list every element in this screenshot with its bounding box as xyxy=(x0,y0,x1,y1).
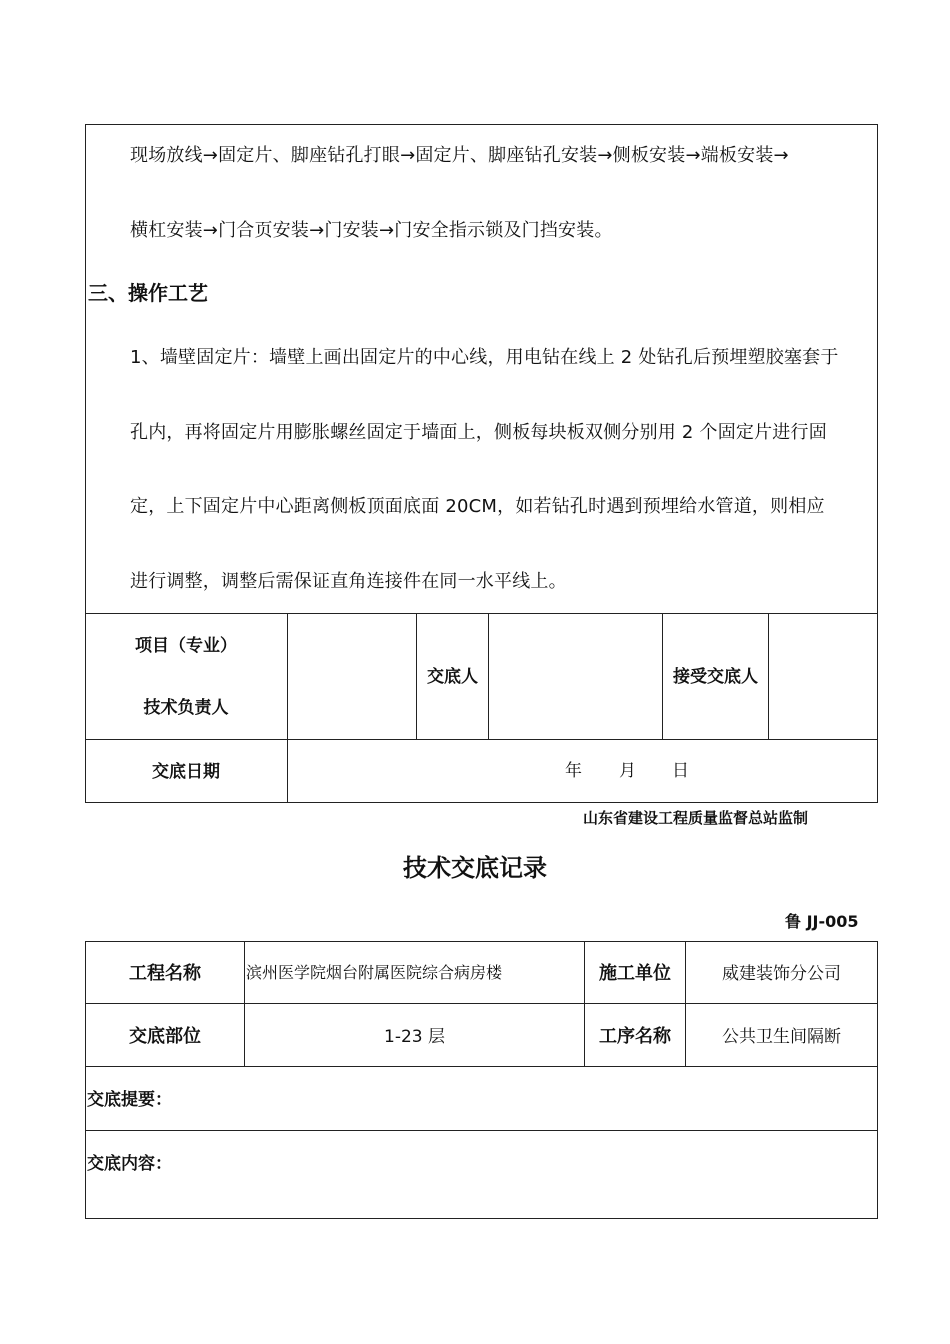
record-col-divider-1 xyxy=(244,941,245,1066)
record-row-divider-2 xyxy=(85,1066,878,1067)
signature-col-divider-5 xyxy=(768,613,769,739)
flow-line-2: 横杠安装→门合页安装→门安装→门安全指示锁及门挡安装。 xyxy=(130,220,613,241)
contractor-value: 威建装饰分公司 xyxy=(722,964,841,984)
location-label: 交底部位 xyxy=(129,1026,201,1047)
signature-col-divider-3 xyxy=(488,613,489,739)
location-value: 1-23 层 xyxy=(384,1027,445,1047)
record-row-divider-3 xyxy=(85,1130,878,1131)
date-label: 交底日期 xyxy=(152,762,220,782)
contractor-label: 施工单位 xyxy=(599,963,671,984)
signature-col-divider-1 xyxy=(287,613,288,802)
form-code: 鲁 JJ-005 xyxy=(785,912,859,931)
flow-line-1: 现场放线→固定片、脚座钻孔打眼→固定片、脚座钻孔安装→侧板安装→端板安装→ xyxy=(130,145,789,166)
project-lead-label-2: 技术负责人 xyxy=(143,698,229,718)
step1-line-3: 定，上下固定片中心距离侧板顶面底面 20CM，如若钻孔时遇到预埋给水管道，则相应 xyxy=(130,496,825,517)
date-year: 年 xyxy=(565,761,582,781)
date-day: 日 xyxy=(672,761,689,781)
signature-table-top-border xyxy=(85,613,878,614)
step1-line-1: 1、墙壁固定片：墙壁上画出固定片的中心线，用电钻在线上 2 处钻孔后预埋塑胶塞套于 xyxy=(130,347,839,368)
discloser-label: 交底人 xyxy=(427,667,478,687)
project-name-value: 滨州医学院烟台附属医院综合病房楼 xyxy=(246,963,503,982)
project-name-label: 工程名称 xyxy=(129,963,201,984)
project-lead-label-1: 项目（专业） xyxy=(135,636,237,656)
step1-line-2: 孔内，再将固定片用膨胀螺丝固定于墙面上，侧板每块板双侧分别用 2 个固定片进行固 xyxy=(130,422,827,443)
signature-table-mid-border xyxy=(85,739,878,740)
record-title: 技术交底记录 xyxy=(403,854,547,882)
record-row-divider-1 xyxy=(85,1003,878,1004)
receiver-label: 接受交底人 xyxy=(673,667,758,687)
content-label: 交底内容： xyxy=(87,1154,172,1174)
supervision-note: 山东省建设工程质量监督总站监制 xyxy=(583,809,809,827)
section-heading: 三、操作工艺 xyxy=(88,281,208,305)
process-label: 工序名称 xyxy=(599,1026,671,1047)
step1-line-4: 进行调整，调整后需保证直角连接件在同一水平线上。 xyxy=(130,571,567,592)
summary-label: 交底提要： xyxy=(87,1090,172,1110)
date-month: 月 xyxy=(619,761,636,781)
process-value: 公共卫生间隔断 xyxy=(722,1027,841,1047)
